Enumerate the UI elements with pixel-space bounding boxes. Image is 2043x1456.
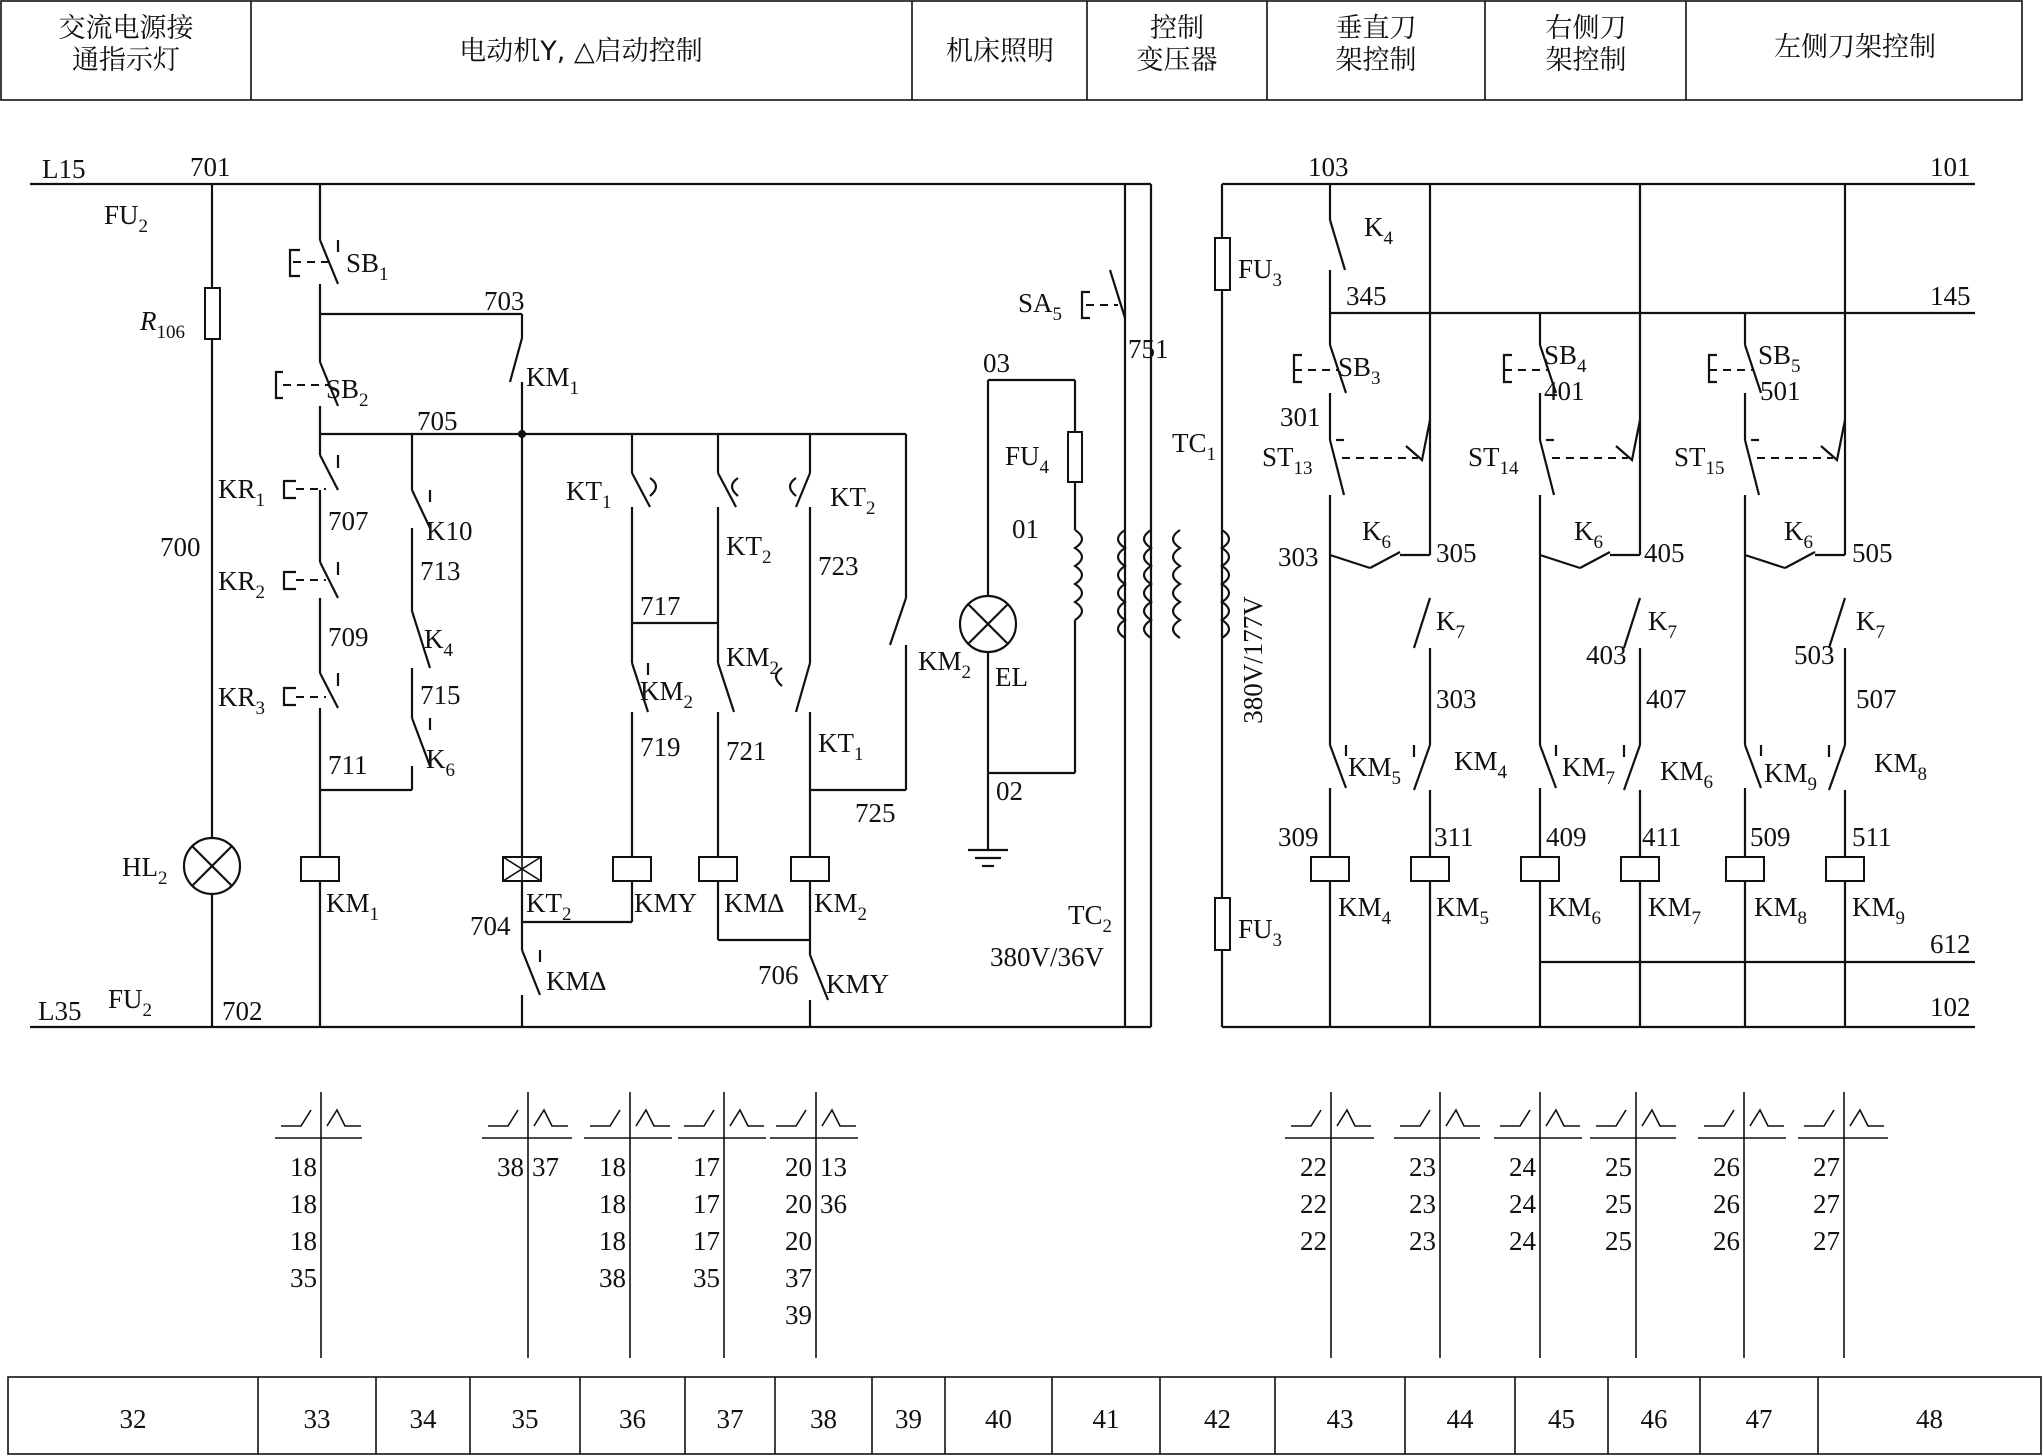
xref-number: 37	[532, 1152, 559, 1182]
component-label: $HL_2$	[122, 852, 168, 889]
xref-number: 17	[693, 1189, 720, 1219]
wire-number: 717	[640, 591, 681, 621]
wire-number: 101	[1930, 152, 1971, 182]
component-label: $KM_7$	[1648, 892, 1702, 929]
wire-number: 703	[484, 286, 525, 316]
component-label: $FU_2$	[108, 984, 153, 1021]
wire-number: 507	[1856, 684, 1897, 714]
xref-number: 24	[1509, 1152, 1536, 1182]
component-label: $ST_{14}$	[1468, 442, 1519, 479]
wire-number: 706	[758, 960, 799, 990]
xref-number: 37	[785, 1263, 812, 1293]
xref-number: 18	[290, 1226, 317, 1256]
xref-number: 22	[1300, 1189, 1327, 1219]
xref-number: 18	[599, 1152, 626, 1182]
component-label: $KT_2$	[726, 531, 772, 568]
labels	[38, 152, 1971, 1026]
component-label: $KT_2$	[830, 482, 876, 519]
component-label: $KM_5$	[1348, 752, 1402, 789]
footer-cell: 32	[119, 1404, 147, 1434]
component-label: $K_4$	[424, 624, 453, 661]
header-cell: 机床照明	[946, 36, 1054, 67]
xref-number: 25	[1605, 1152, 1632, 1182]
component-label: $K_6$	[1362, 516, 1391, 553]
wire-number: 303	[1436, 684, 1477, 714]
component-label: $SB_3$	[1338, 352, 1381, 389]
xref-number: 23	[1409, 1226, 1436, 1256]
component-label: $K_7$	[1436, 606, 1465, 643]
wire-number: 705	[417, 406, 458, 436]
wire-number: 301	[1280, 402, 1321, 432]
wire-number: 03	[983, 348, 1010, 378]
component-label: $K_7$	[1856, 606, 1885, 643]
wire-number: 409	[1546, 822, 1587, 852]
wire-number: 145	[1930, 281, 1971, 311]
footer-cell: 39	[895, 1404, 922, 1434]
component-label: $KT_2$	[526, 888, 572, 925]
xref-number: 35	[290, 1263, 317, 1293]
footer-cell: 35	[511, 1404, 539, 1434]
xref-number: 17	[693, 1152, 720, 1182]
xref-number: 25	[1605, 1226, 1632, 1256]
xref-number: 26	[1713, 1152, 1740, 1182]
component-label: $KM_2$	[814, 888, 868, 925]
header-cell: 控制变压器	[1136, 13, 1218, 76]
wire-number: 719	[640, 732, 681, 762]
component-label: $TC_2$	[1068, 900, 1113, 937]
xref-number: 25	[1605, 1189, 1632, 1219]
footer-cell: 41	[1092, 1404, 1120, 1434]
wire-number: 725	[855, 798, 896, 828]
wire-number: 311	[1434, 822, 1474, 852]
wire-number: 509	[1750, 822, 1791, 852]
component-label: $KM_8$	[1874, 748, 1928, 785]
footer-cell: 48	[1916, 1404, 1943, 1434]
component-label: $KM_8$	[1754, 892, 1808, 929]
xref-number: 18	[599, 1226, 626, 1256]
component-label: KMY	[826, 969, 890, 999]
component-label: $KM_6$	[1660, 756, 1714, 793]
component-label: K10	[426, 516, 473, 546]
header-table	[1, 1, 2022, 100]
component-label: KMY	[634, 888, 698, 918]
xref-number: 20	[785, 1189, 812, 1219]
footer-cell: 38	[810, 1404, 837, 1434]
component-label: $SB_2$	[326, 374, 369, 411]
component-label: $KM_9$	[1852, 892, 1906, 929]
transformer-rating: 380V/36V	[990, 942, 1104, 972]
header-cell: 左侧刀架控制	[1774, 32, 1936, 63]
wire-number: 501	[1760, 376, 1801, 406]
wire-number: 309	[1278, 822, 1319, 852]
footer-cell: 40	[985, 1404, 1012, 1434]
component-label: $KM_2$	[726, 642, 780, 679]
wire-number: 704	[470, 911, 511, 941]
component-label: $K_7$	[1648, 606, 1677, 643]
wire-number: 403	[1586, 640, 1627, 670]
wire-number: 411	[1642, 822, 1682, 852]
wire-number: 305	[1436, 538, 1477, 568]
xref-number: 20	[785, 1152, 812, 1182]
component-label: $ST_{15}$	[1674, 442, 1725, 479]
component-label: $FU_4$	[1005, 441, 1050, 478]
wire-number: 713	[420, 556, 461, 586]
component-label: $KM_5$	[1436, 892, 1490, 929]
component-label: $KT_1$	[566, 476, 612, 513]
wire-number: 401	[1544, 376, 1585, 406]
xref-number: 35	[693, 1263, 720, 1293]
wire-number: 103	[1308, 152, 1349, 182]
xref-number: 36	[820, 1189, 847, 1219]
component-label: $FU_2$	[104, 200, 149, 237]
footer-cell: 43	[1326, 1404, 1354, 1434]
xref-number: 27	[1813, 1226, 1840, 1256]
wire-number: 345	[1346, 281, 1387, 311]
xref-number: 24	[1509, 1226, 1536, 1256]
xref-number: 18	[599, 1189, 626, 1219]
footer-cell: 33	[303, 1404, 331, 1434]
component-label: $KM_9$	[1764, 758, 1818, 795]
wire-number: 701	[190, 152, 231, 182]
wire-number: 721	[726, 736, 767, 766]
wire-number: 303	[1278, 542, 1319, 572]
footer-cell: 37	[716, 1404, 744, 1434]
wire-number: 751	[1128, 334, 1169, 364]
header-cell: 垂直刀架控制	[1335, 13, 1417, 76]
wire-number: 503	[1794, 640, 1835, 670]
component-label: $KM_2$	[640, 676, 694, 713]
xref-number: 23	[1409, 1189, 1436, 1219]
component-label: $KM_4$	[1338, 892, 1392, 929]
wire-number: 407	[1646, 684, 1687, 714]
component-label: $ST_{13}$	[1262, 442, 1313, 479]
xref-number: 22	[1300, 1152, 1327, 1182]
contact-cross-reference	[275, 1092, 1888, 1358]
transformer-rating: 380V/177V	[1238, 596, 1268, 724]
wire-number: 612	[1930, 929, 1971, 959]
xref-number: 18	[290, 1189, 317, 1219]
component-label: $K_4$	[1364, 212, 1393, 249]
component-label: KM∆	[546, 966, 607, 996]
component-label: KM∆	[724, 888, 785, 918]
header-cell: 电动机Y, △启动控制	[459, 36, 703, 67]
component-label: $KM_6$	[1548, 892, 1602, 929]
component-label: $KM_7$	[1562, 752, 1616, 789]
xref-number: 27	[1813, 1152, 1840, 1182]
component-label: $KT_1$	[818, 728, 864, 765]
wire-number: L35	[38, 996, 82, 1026]
wire-number: 723	[818, 551, 859, 581]
component-label: $TC_1$	[1172, 428, 1217, 465]
wire-number: L15	[42, 154, 86, 184]
xref-number: 23	[1409, 1152, 1436, 1182]
xref-number: 26	[1713, 1189, 1740, 1219]
xref-number: 20	[785, 1226, 812, 1256]
footer-cell: 45	[1548, 1404, 1575, 1434]
component-label: $K_6$	[1574, 516, 1603, 553]
component-label: $KM_1$	[326, 888, 380, 925]
wire-number: 707	[328, 506, 369, 536]
component-label: $KR_1$	[218, 474, 266, 511]
wire-number: 02	[996, 776, 1023, 806]
component-label: $FU_3$	[1238, 254, 1283, 291]
component-label: $KM_4$	[1454, 746, 1508, 783]
wire-number: 709	[328, 622, 369, 652]
component-label: $SB_4$	[1544, 340, 1587, 377]
footer-table	[8, 1377, 2041, 1454]
footer-cell: 47	[1745, 1404, 1773, 1434]
header-cell: 交流电源接通指示灯	[58, 13, 194, 76]
xref-number: 17	[693, 1226, 720, 1256]
component-label: $K_6$	[1784, 516, 1813, 553]
footer-cell: 36	[619, 1404, 646, 1434]
component-label: EL	[995, 662, 1028, 692]
wire-number: 715	[420, 680, 461, 710]
footer-cell: 44	[1446, 1404, 1474, 1434]
wire-number: 102	[1930, 992, 1971, 1022]
component-label: $KR_2$	[218, 566, 266, 603]
wire-number: 511	[1852, 822, 1892, 852]
wire-number: 405	[1644, 538, 1685, 568]
component-label: $KM_1$	[526, 362, 580, 399]
wire-number: 711	[328, 750, 368, 780]
xref-number: 38	[497, 1152, 524, 1182]
component-label: $SA_5$	[1018, 288, 1063, 325]
component-label: $SB_5$	[1758, 340, 1801, 377]
wire-number: 505	[1852, 538, 1893, 568]
xref-number: 13	[820, 1152, 847, 1182]
component-label: $K_6$	[426, 744, 455, 781]
component-label: $R_{106}$	[140, 306, 185, 343]
xref-number: 18	[290, 1152, 317, 1182]
xref-number: 38	[599, 1263, 626, 1293]
header-cell: 右侧刀架控制	[1545, 13, 1627, 76]
xref-number: 24	[1509, 1189, 1536, 1219]
wire-number: 700	[160, 532, 201, 562]
footer-cell: 46	[1640, 1404, 1668, 1434]
footer-cell: 42	[1204, 1404, 1231, 1434]
component-label: $KM_2$	[918, 646, 972, 683]
component-label: $SB_1$	[346, 248, 389, 285]
component-label: $KR_3$	[218, 682, 266, 719]
xref-number: 39	[785, 1300, 812, 1330]
footer-cell: 34	[409, 1404, 437, 1434]
wire-number: 702	[222, 996, 263, 1026]
xref-number: 27	[1813, 1189, 1840, 1219]
wire-number: 01	[1012, 514, 1039, 544]
component-label: $FU_3$	[1238, 914, 1283, 951]
xref-number: 26	[1713, 1226, 1740, 1256]
xref-number: 22	[1300, 1226, 1327, 1256]
